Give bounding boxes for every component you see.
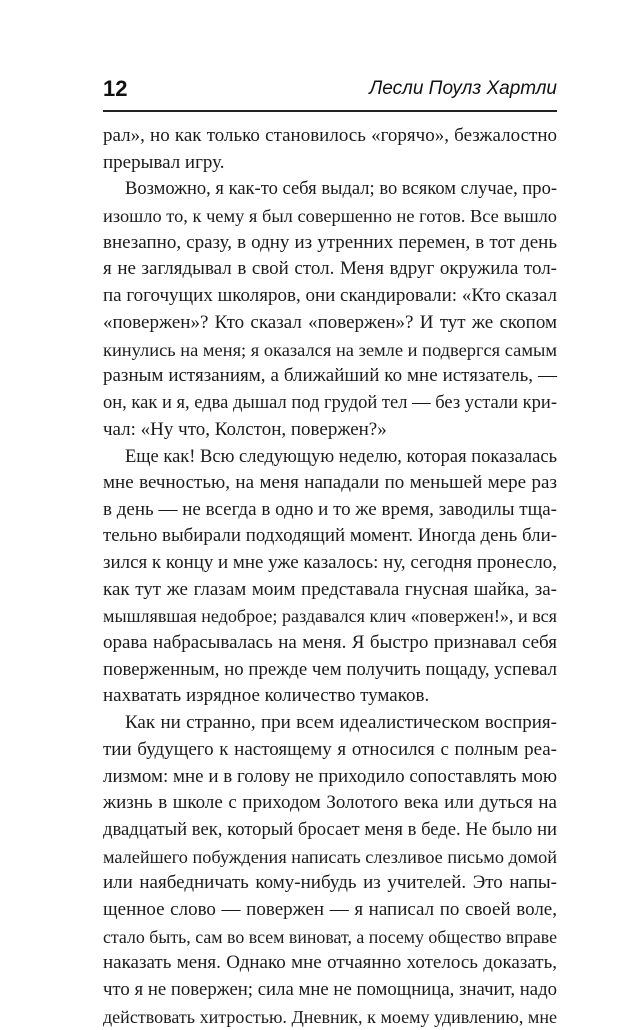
text-line: он, как и я, едва дышал под грудой тел — без устали кри-	[103, 392, 557, 413]
body-text	[103, 123, 557, 1030]
text-line: разным истязаниям, а ближайший ко мне истязатель, —	[103, 365, 557, 387]
text-line: Возможно, я как-то себя выдал; во всяком случае, про-	[125, 178, 557, 200]
text-line: что я не повержен; сила мне не помощница, значит, надо	[103, 979, 557, 1000]
text-line: как тут же глазам моим представала гнусная шайка, за-	[103, 578, 557, 600]
text-line: прерывал игру.	[103, 151, 225, 173]
text-line: рал», но как только становилось «горячо», безжалостно	[103, 125, 557, 146]
text-line: малейшего побуждения написать слезливое письмо домой	[103, 846, 557, 867]
text-line: Как ни странно, при всем идеалистическом восприя-	[125, 712, 557, 734]
text-line: тии будущего к настоящему я относился с полным реа-	[103, 738, 557, 760]
text-line: стало быть, сам во всем виноват, а посему общество вправе	[103, 926, 557, 947]
page-number: 12	[103, 76, 128, 101]
text-line: я не заглядывал в свой стол. Меня вдруг окружила тол-	[103, 258, 557, 280]
text-line: мне вечностью, на меня нападали по меньшей мере раз	[103, 471, 557, 493]
text-line: изошло то, к чему я был совершенно не готов. Все вышло	[103, 206, 557, 227]
text-line: орава набрасывалась на меня. Я быстро признавал себя	[103, 632, 557, 654]
text-line: поверженным, но прежде чем получить пощаду, успевал	[103, 658, 557, 680]
text-line: нахватать изрядное количество тумаков.	[103, 685, 430, 707]
text-line: действовать хитростью. Дневник, к моему удивлению, мне	[103, 1006, 557, 1027]
text-line: па гогочущих школяров, они скандировали: «Кто сказал	[103, 285, 557, 307]
text-line: щенное слово — повержен — я написал по своей воле,	[103, 898, 557, 920]
text-line: наказать меня. Однако мне отчаянно хотелось доказать,	[103, 952, 557, 974]
page-header	[103, 74, 557, 108]
running-head-author: Лесли Поулз Хартли	[369, 78, 557, 99]
text-line: внезапно, сразу, в одну из утренних перемен, в тот день	[103, 231, 557, 253]
text-line: тельно выбирали подходящий момент. Иногда день бли-	[103, 525, 557, 547]
text-line: кинулись на меня; я оказался на земле и подвергся самым	[103, 339, 557, 360]
text-line: или наябедничать кому-нибудь из учителей. Это напы-	[103, 872, 557, 894]
text-line: чал: «Ну что, Колстон, повержен?»	[103, 418, 387, 440]
text-line: Еще как! Всю следующую неделю, которая показалась	[125, 446, 557, 467]
text-line: жизнь в школе с приходом Золотого века или дуться на	[103, 792, 557, 814]
text-line: зился к концу и мне уже казалось: ну, сегодня пронесло,	[103, 552, 557, 573]
text-line: в день — не всегда в одно и то же время, заводилы тща-	[103, 498, 557, 520]
text-line: мышлявшая недоброе; раздавался клич «повержен!», и вся	[103, 606, 557, 627]
text-line: двадцатый век, который бросает меня в беде. Не было ни	[103, 818, 557, 840]
text-line: «повержен»? Кто сказал «повержен»? И тут же скопом	[103, 311, 557, 333]
text-line: лизмом: мне и в голову не приходило сопоставлять мою	[103, 765, 557, 787]
header-rule	[103, 110, 557, 112]
